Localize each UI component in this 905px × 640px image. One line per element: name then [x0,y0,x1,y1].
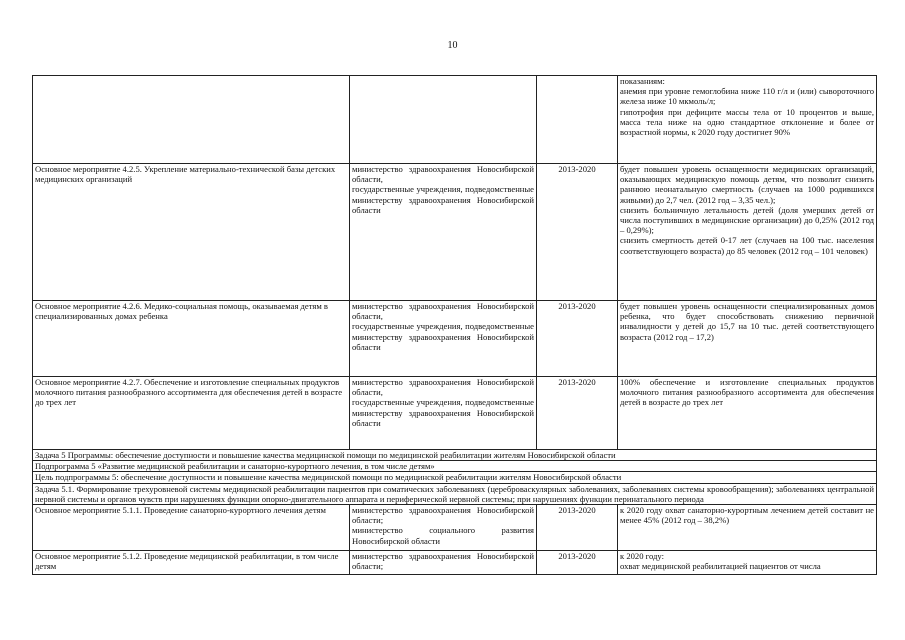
result-line: к 2020 году охват санаторно-курортным лечением детей составит не менее 45% (2012 год – 38,2%) [620,505,874,526]
activity-cell: Основное мероприятие 5.1.1. Проведение санаторно-курортного лечения детям [33,505,350,551]
executor-line: министерство здравоохранения Новосибирской области; [352,505,534,526]
subprogram-goal-heading: Цель подпрограммы 5: обеспечение доступности и повышение качества медицинской помощи по медицинской реабилитации жителям Новосибирской области [33,472,877,483]
executor-cell [350,301,537,377]
executor-line: министерство здравоохранения Новосибирской области, [352,377,534,398]
section-row [33,472,877,483]
result-cell [618,551,877,575]
result-line: снизить больничную летальность детей (доля умерших детей от числа поступивших в медицинские организации) до 0,25% (2012 год – 0,29%); [620,204,874,236]
result-line: показаниям: [620,76,665,86]
activity-cell: Основное мероприятие 5.1.2. Проведение медицинской реабилитации, в том числе детям [33,551,350,575]
subprogram-heading: Подпрограмма 5 «Развитие медицинской реабилитации и санаторно-курортного лечения, в том числе детям» [33,461,877,472]
table-row [33,164,877,301]
program-activities-table [32,75,877,575]
executor-line: государственные учреждения, подведомственные министерству здравоохранения Новосибирской области [352,184,534,215]
result-line: анемия при уровне гемоглобина ниже 110 г/л и (или) сывороточного железа ниже 10 мкмоль/л; [620,86,874,107]
result-cell [618,76,877,164]
result-cell [618,164,877,301]
table-row [33,551,877,575]
executor-cell [350,76,537,164]
executor-line: государственные учреждения, подведомственные министерству здравоохранения Новосибирской области [352,321,534,352]
result-line: снизить смертность детей 0-17 лет (случаев на 100 тыс. населения соответствующего возраста) до 85 человек (2012 год – 101 человек) [620,235,874,256]
section-row [33,461,877,472]
executor-cell [350,551,537,575]
period-cell: 2013-2020 [537,377,618,450]
result-cell [618,377,877,450]
section-row [33,450,877,461]
activity-cell [33,76,350,164]
period-cell [537,76,618,164]
result-line: будет повышен уровень оснащенности медицинских организаций, оказывающих медицинскую помощь детям, что позволит снизить раннюю неонатальную смертность (случаев на 1000 родившихся живыми) до 2,7 чел. (2012 год – 3,35 чел.); [620,164,874,205]
executor-line: государственные учреждения, подведомственные министерству здравоохранения Новосибирской области [352,397,534,428]
period-cell: 2013-2020 [537,164,618,301]
executor-cell [350,505,537,551]
table-row [33,301,877,377]
period-cell: 2013-2020 [537,505,618,551]
result-line: к 2020 году: [620,551,664,562]
page-number: 10 [447,40,458,51]
executor-cell [350,164,537,301]
result-line: охват медицинской реабилитацией пациентов от числа [620,561,821,572]
program-task-heading: Задача 5 Программы: обеспечение доступности и повышение качества медицинской помощи по медицинской реабилитации жителям Новосибирской области [33,450,877,461]
section-row [33,483,877,504]
executor-line: министерство здравоохранения Новосибирской области, [352,301,534,322]
executor-line: министерство здравоохранения Новосибирской области; [352,551,534,572]
result-cell [618,505,877,551]
result-line: 100% обеспечение и изготовление специальных продуктов молочного питания разнообразного ассортимента для обеспечения детей в возрасте до трех лет [620,377,874,408]
period-cell: 2013-2020 [537,551,618,575]
table-row [33,377,877,450]
activity-cell: Основное мероприятие 4.2.5. Укрепление материально-технической базы детских медицинских организаций [33,164,350,301]
subprogram-task-heading: Задача 5.1. Формирование трехуровневой системы медицинской реабилитации пациентов при соматических заболеваниях (цереброваскулярных заболеваниях, заболеваниях системы кровообращения); заболеваниях центральной нервной системы и органов чувств при нарушениях функции опорно-двигательного аппарата и периферической нервной системы; при нарушениях функции перинатального периода [33,483,877,504]
result-line: гипотрофия при дефиците массы тела от 10 процентов и выше, масса тела ниже на одно стандартное отклонение и более от возрастной нормы, к 2020 году достигнет 90% [620,106,874,138]
executor-line: министерство социального развития Новосибирской области [352,525,534,546]
activity-cell: Основное мероприятие 4.2.7. Обеспечение и изготовление специальных продуктов молочного питания разнообразного ассортимента для обеспечения детей в возрасте до трех лет [33,377,350,450]
period-cell: 2013-2020 [537,301,618,377]
table-row [33,505,877,551]
executor-cell [350,377,537,450]
executor-line: министерство здравоохранения Новосибирской области, [352,164,534,185]
activity-cell: Основное мероприятие 4.2.6. Медико-социальная помощь, оказываемая детям в специализированных домах ребенка [33,301,350,377]
table-row [33,76,877,164]
result-line: будет повышен уровень оснащенности специализированных домов ребенка, что будет способствовать снижению первичной инвалидности у детей до 15,7 на 10 тыс. детей соответствующего возраста (2012 год – 17,2) [620,301,874,342]
result-cell [618,301,877,377]
